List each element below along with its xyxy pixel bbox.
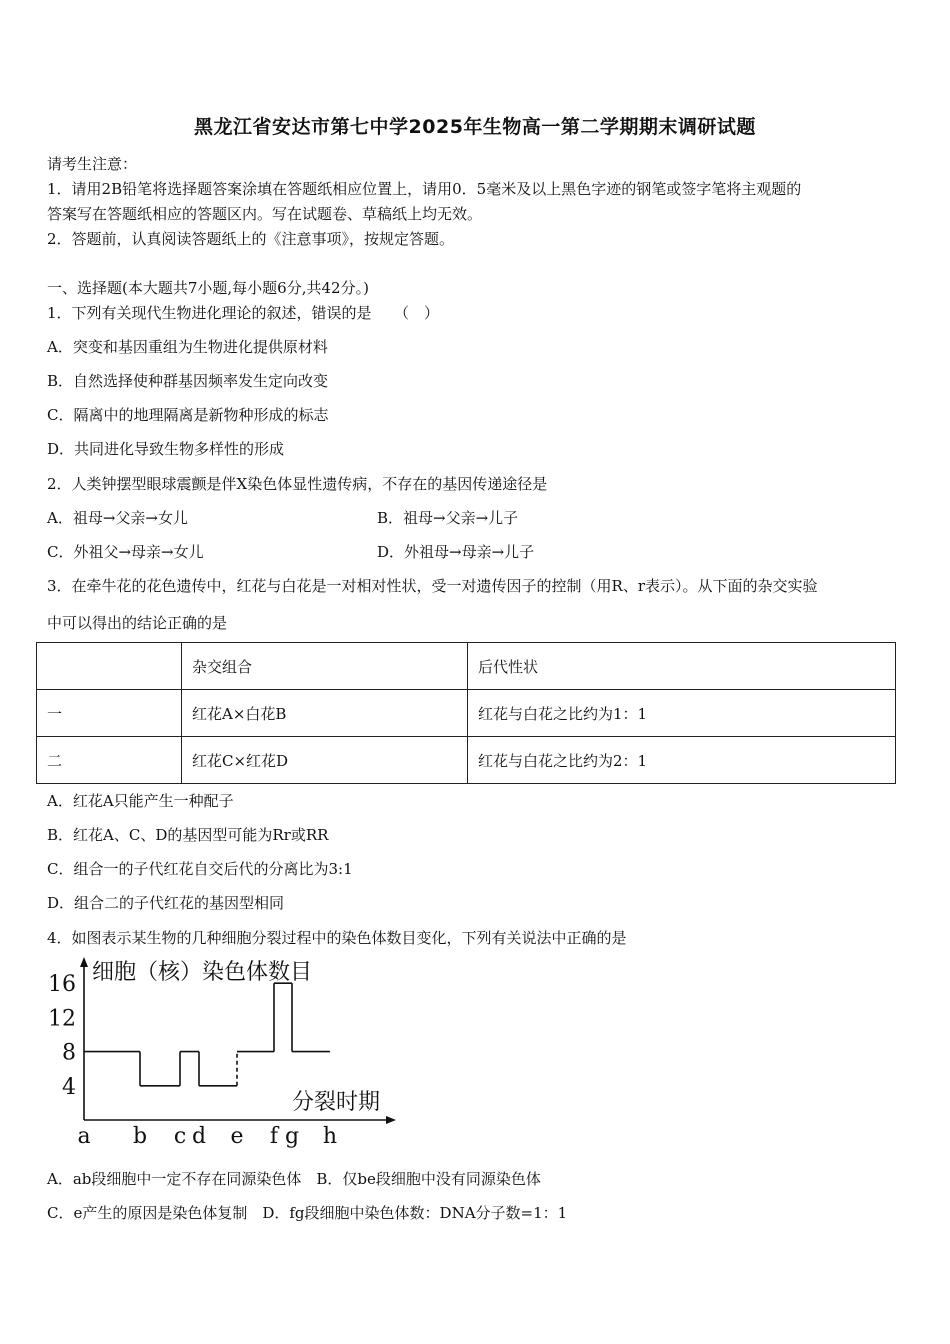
table-row: [37, 690, 896, 737]
table-header-cell: 杂交组合: [182, 643, 468, 690]
x-tick-label: e: [230, 1124, 244, 1149]
notice-heading: 请考生注意：: [47, 155, 138, 173]
x-tick-label: h: [322, 1124, 338, 1149]
notice-item-2: 2．答题前，认真阅读答题纸上的《注意事项》，按规定答题。: [47, 230, 455, 248]
q4-options-cd: C．e产生的原因是染色体复制 D．fg段细胞中染色体数：DNA分子数=1：1: [47, 1204, 568, 1222]
x-axis-arrow-icon: [386, 1116, 396, 1124]
y-axis-arrow-icon: [80, 957, 88, 967]
q2-option-a: A．祖母→父亲→女儿: [47, 509, 188, 527]
table-header-row: [37, 643, 896, 690]
q3-option-b: B．红花A、C、D的基因型可能为Rr或RR: [47, 826, 329, 844]
q1-option-c: C．隔离中的地理隔离是新物种形成的标志: [47, 406, 329, 424]
q1-option-d: D．共同进化导致生物多样性的形成: [47, 440, 285, 458]
q1-stem: 1．下列有关现代生物进化理论的叙述，错误的是 （ ）: [47, 304, 440, 322]
q2-option-d: D．外祖母→母亲→儿子: [377, 543, 535, 561]
q2-option-c: C．外祖父→母亲→女儿: [47, 543, 204, 561]
x-tick-label: a: [77, 1124, 91, 1149]
table-cell: 二: [37, 737, 182, 784]
y-tick-label: 12: [48, 1006, 76, 1032]
x-tick-label: c: [173, 1124, 187, 1149]
notice-item-1-line-1: 1．请用2B铅笔将选择题答案涂填在答题纸相应位置上，请用0．5毫米及以上黑色字迹的钢笔或签字笔将主观题的: [47, 180, 802, 198]
page-title: 黑龙江省安达市第七中学2025年生物高一第二学期期末调研试题: [194, 116, 756, 138]
q4-options-ab: A．ab段细胞中一定不存在同源染色体 B．仅be段细胞中没有同源染色体: [47, 1170, 541, 1188]
table-row: [37, 737, 896, 784]
x-tick-label: g: [284, 1124, 300, 1149]
x-tick-label: b: [132, 1124, 148, 1149]
table-cell: 红花A×白花B: [182, 690, 468, 737]
x-tick-label: f: [269, 1124, 279, 1149]
q4-stem: 4．如图表示某生物的几种细胞分裂过程中的染色体数目变化，下列有关说法中正确的是: [47, 929, 627, 947]
y-tick-label: 4: [62, 1074, 76, 1100]
chart-title: 细胞（核）染色体数目: [92, 960, 313, 985]
table-header-cell: [37, 643, 182, 690]
cross-table: [36, 642, 896, 784]
q1-option-b: B．自然选择使种群基因频率发生定向改变: [47, 372, 329, 390]
section-heading: 一、选择题(本大题共7小题,每小题6分,共42分。): [47, 279, 369, 297]
q3-option-c: C．组合一的子代红花自交后代的分离比为3:1: [47, 860, 353, 878]
q3-stem-line-1: 3．在牵牛花的花色遗传中，红花与白花是一对相对性状，受一对遗传因子的控制（用R、r表示）。从下面的杂交实验: [47, 577, 818, 595]
q3-option-a: A．红花A只能产生一种配子: [47, 792, 234, 810]
q3-stem-line-2: 中可以得出的结论正确的是: [47, 614, 228, 632]
q3-option-d: D．组合二的子代红花的基因型相同: [47, 894, 285, 912]
q2-option-b: B．祖母→父亲→儿子: [377, 509, 519, 527]
x-axis-label: 分裂时期: [292, 1090, 381, 1115]
x-tick-label: d: [191, 1124, 207, 1149]
chromosome-chart: [40, 955, 400, 1150]
q1-option-a: A．突变和基因重组为生物进化提供原材料: [47, 338, 328, 356]
table-cell: 一: [37, 690, 182, 737]
q2-stem: 2．人类钟摆型眼球震颤是伴X染色体显性遗传病，不存在的基因传递途径是: [47, 475, 548, 493]
table-header-cell: 后代性状: [468, 643, 896, 690]
y-tick-label: 8: [62, 1040, 76, 1066]
y-tick-label: 16: [48, 972, 76, 998]
table-cell: 红花与白花之比约为2：1: [468, 737, 896, 784]
table-cell: 红花C×红花D: [182, 737, 468, 784]
table-cell: 红花与白花之比约为1：1: [468, 690, 896, 737]
notice-item-1-line-2: 答案写在答题纸相应的答题区内。写在试题卷、草稿纸上均无效。: [47, 205, 483, 223]
